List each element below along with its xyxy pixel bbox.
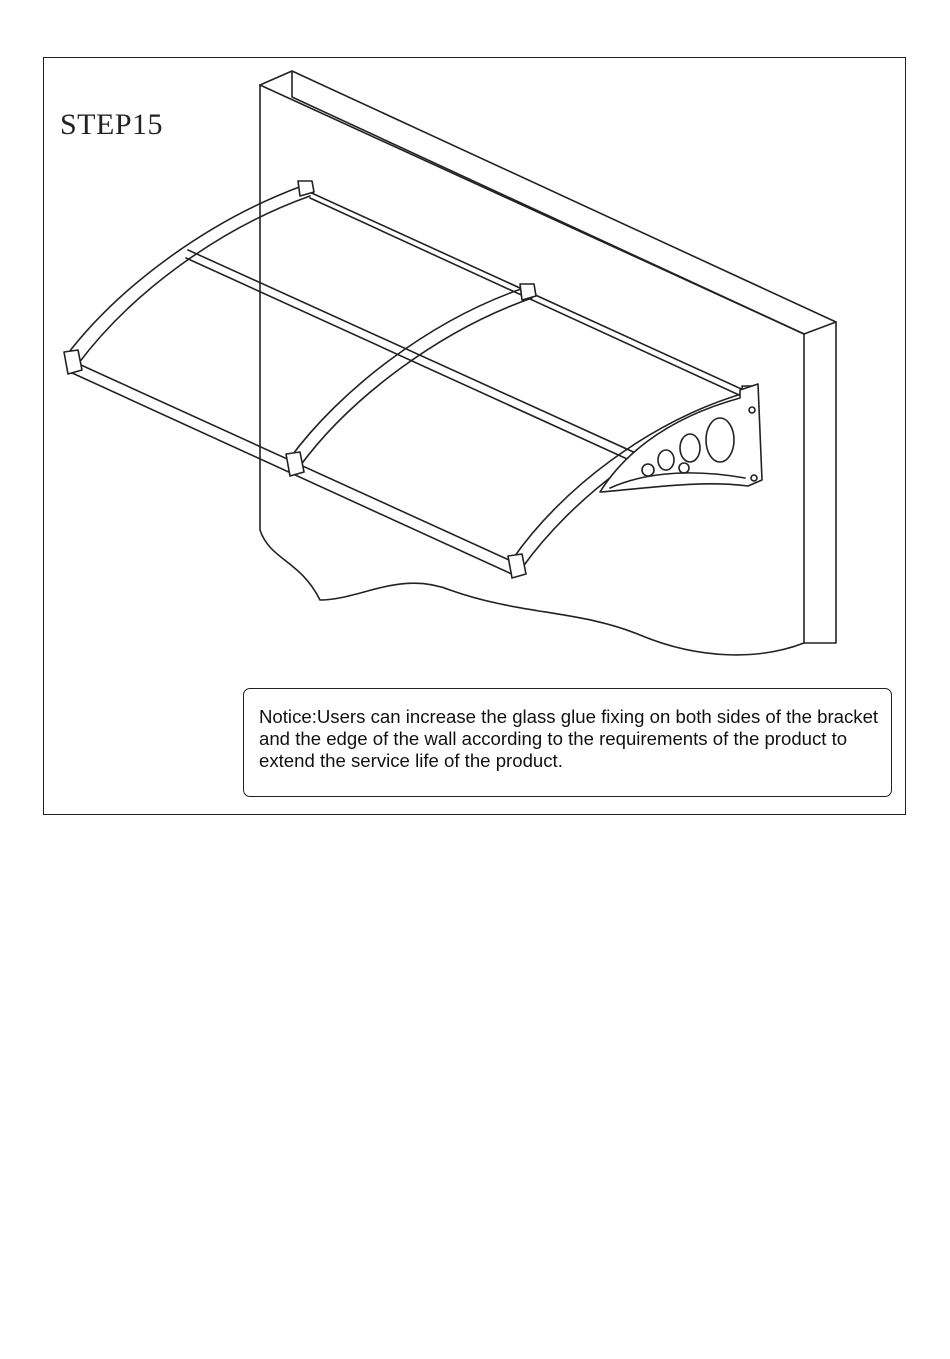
middle-rail xyxy=(186,250,640,463)
notice-text: Notice:Users can increase the glass glue fixing on both sides of the bracket and the edge of the wall according to the requirements of the product to extend the service life of the product. xyxy=(259,706,879,771)
arm-middle xyxy=(286,284,536,476)
notice-box xyxy=(243,688,892,797)
wall xyxy=(260,71,836,655)
wall-bracket xyxy=(600,384,762,492)
step-title: STEP15 xyxy=(60,108,164,141)
arm-left xyxy=(64,181,314,374)
awning-illustration xyxy=(43,57,906,677)
